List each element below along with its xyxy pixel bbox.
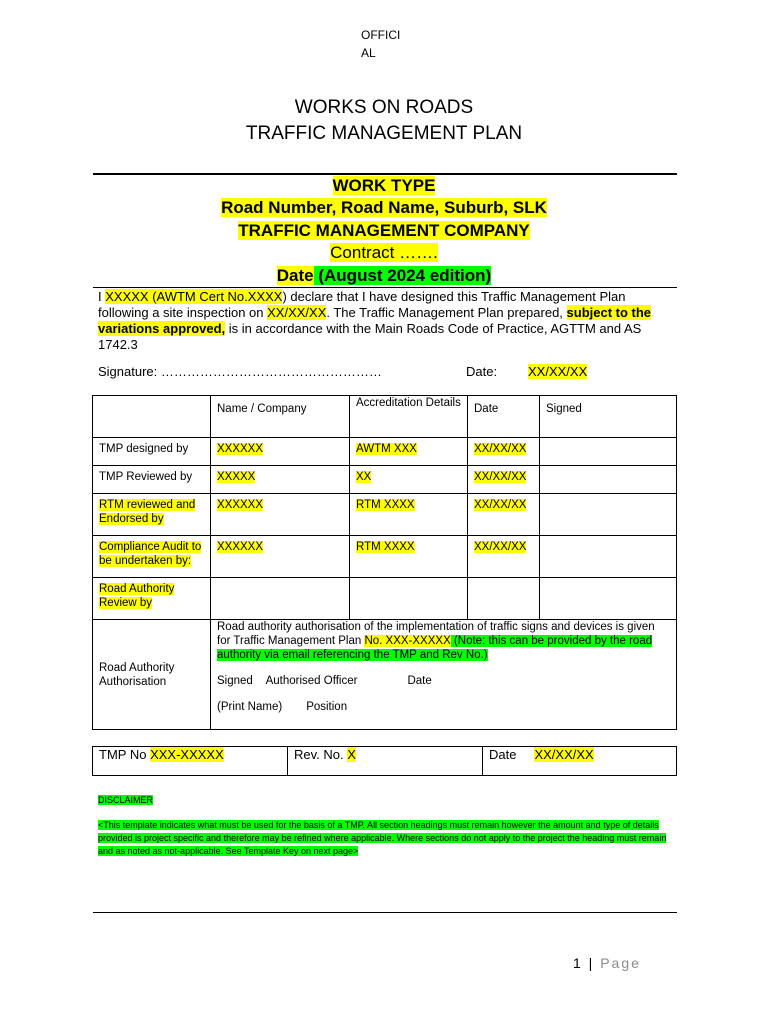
row-accreditation (350, 578, 468, 620)
row-label: Compliance Audit to be undertaken by: (93, 536, 211, 578)
row-label: TMP Reviewed by (93, 466, 211, 494)
bottom-rule (93, 912, 677, 913)
road-line: Road Number, Road Name, Suburb, SLK (221, 198, 547, 217)
row-date: XX/XX/XX (468, 466, 540, 494)
doc-title-line2: TRAFFIC MANAGEMENT PLAN (245, 123, 523, 144)
row-name: XXXXX (211, 466, 350, 494)
row-name: XXXXXX (211, 494, 350, 536)
doc-title-line1: WORKS ON ROADS (294, 97, 474, 118)
table-header-row (93, 396, 677, 438)
row-label: RTM reviewed and Endorsed by (93, 494, 211, 536)
classification-line1: OFFICI (361, 28, 401, 42)
header-name-company: Name / Company (211, 396, 350, 438)
page-footer: 1 | Page (573, 955, 641, 971)
row-label: Road Authority Review by (93, 578, 211, 620)
classification-line2: AL (361, 46, 376, 60)
tmp-reference-table (92, 746, 677, 776)
row-label: TMP designed by (93, 438, 211, 466)
header-accreditation: Accreditation Details (350, 396, 468, 438)
row-name: XXXXXX (211, 536, 350, 578)
row-date: XX/XX/XX (468, 438, 540, 466)
signature-date-label: Date: (466, 364, 498, 379)
header-date: Date (468, 396, 540, 438)
authorisation-text: Road authority authorisation of the implementation of traffic signs and devices is given for Traffic Management Plan No. XXX-XXXXX (Note: this can be provided by the road authority via email referencing the TMP and Rev No.) (217, 621, 655, 661)
row-signed (540, 536, 677, 578)
disclaimer-heading: DISCLAIMER (98, 795, 154, 805)
signature-date-value: XX/XX/XX (528, 364, 588, 379)
header-empty-cell (93, 396, 211, 438)
ref-date-cell: Date XX/XX/XX (483, 747, 677, 776)
authorisation-print-line: (Print Name) Position (217, 701, 348, 713)
row-date: XX/XX/XX (468, 494, 540, 536)
rev-number-cell: Rev. No. X (288, 747, 483, 776)
table-row (93, 438, 677, 466)
work-type: WORK TYPE (332, 176, 436, 195)
block-rule (93, 287, 677, 288)
table-row (93, 536, 677, 578)
authorisation-label: Road Authority Authorisation (93, 620, 211, 730)
disclaimer-text: <This template indicates what must be used for the basis of a TMP. All section headings must remain however the amount and type of details provided is project specific and therefore may be refined where applicable. Where sections do not apply to the project the heading must remain and as noted as not-applicable. See Template Key on next page> (98, 820, 667, 856)
table-row (93, 578, 677, 620)
tmp-number-cell: TMP No XXX-XXXXX (93, 747, 288, 776)
approvals-table (92, 395, 677, 730)
row-signed (540, 438, 677, 466)
row-name (211, 578, 350, 620)
declaration-paragraph: I XXXXX (AWTM Cert No.XXXX) declare that I have designed this Traffic Management Plan following a site inspection on XX/XX/XX. The Traffic Management Plan prepared, subject to the variations approved, is in accordance with the Main Roads Code of Practice, AGTTM and AS 1742.3 (98, 289, 652, 352)
row-accreditation: RTM XXXX (350, 494, 468, 536)
header-signed: Signed (540, 396, 677, 438)
row-name: XXXXXX (211, 438, 350, 466)
row-signed (540, 494, 677, 536)
contract-line: Contract ……. (330, 243, 438, 262)
classification-label (361, 26, 421, 62)
row-signed (540, 466, 677, 494)
row-date (468, 578, 540, 620)
table-row (93, 466, 677, 494)
company-line: TRAFFIC MANAGEMENT COMPANY (238, 221, 530, 240)
table-row (93, 494, 677, 536)
row-accreditation: AWTM XXX (350, 438, 468, 466)
row-accreditation: RTM XXXX (350, 536, 468, 578)
row-accreditation: XX (350, 466, 468, 494)
row-date: XX/XX/XX (468, 536, 540, 578)
signature-line: Signature: …………………………………………… (98, 364, 382, 379)
authorisation-cell (211, 620, 677, 730)
authorisation-row (93, 620, 677, 730)
row-signed (540, 578, 677, 620)
authorisation-signed-line: Signed Authorised Officer Date (217, 675, 432, 687)
edition-line: Date (August 2024 edition) (276, 266, 492, 285)
